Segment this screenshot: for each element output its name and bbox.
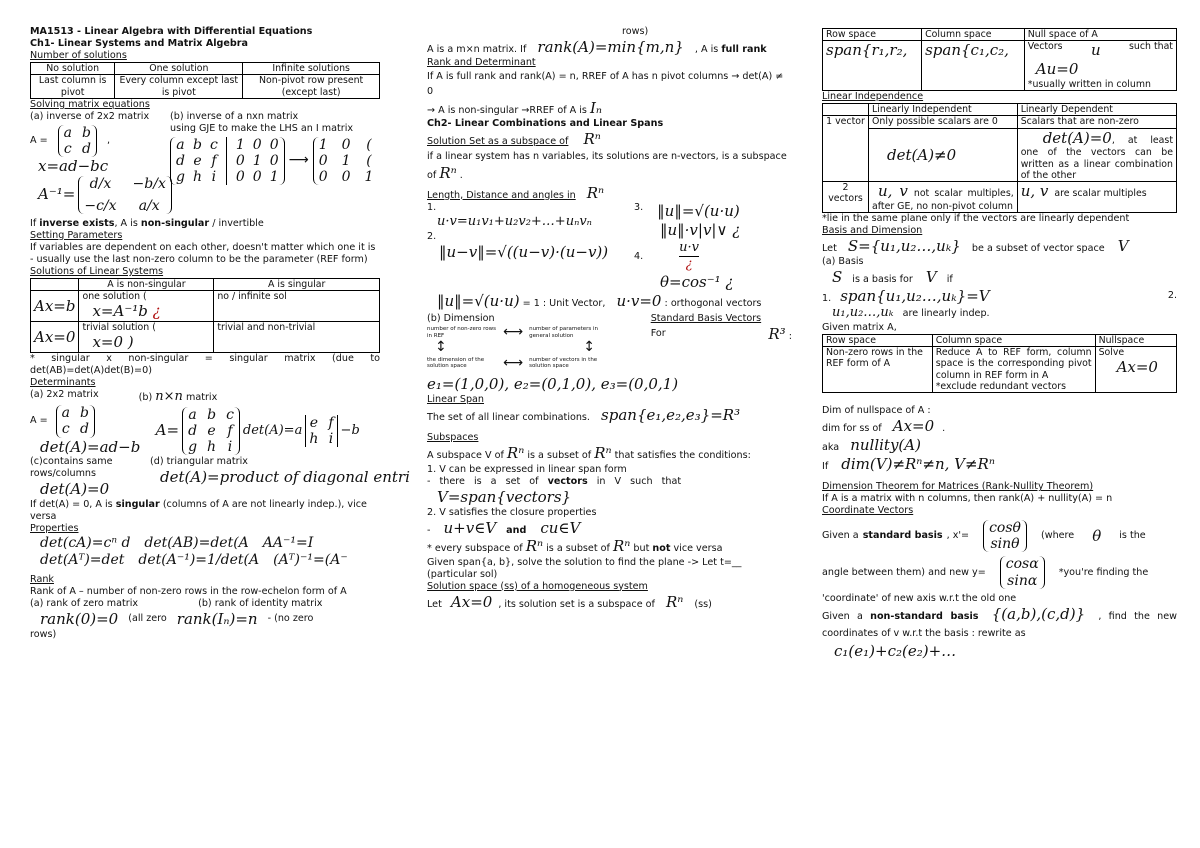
row-col-null-table-2 bbox=[822, 334, 1177, 393]
table-header: Null space of A bbox=[1024, 29, 1176, 41]
inverse-section bbox=[30, 111, 380, 214]
aka-line: aka nullity(A) bbox=[822, 435, 921, 454]
matrix-entry: i bbox=[227, 438, 233, 455]
property-formula: det(Aᵀ)=det bbox=[40, 552, 125, 569]
matrix-entry: −b/x bbox=[132, 175, 166, 192]
gje-augmented-matrix bbox=[170, 137, 285, 185]
solutions-linear-table bbox=[30, 278, 380, 353]
table-header: Row space bbox=[823, 29, 922, 41]
table-header: Column space bbox=[932, 334, 1095, 346]
length-section bbox=[427, 202, 792, 292]
matrix-entry: h bbox=[207, 438, 217, 455]
matrix-entry: 0 bbox=[252, 136, 262, 153]
property-formula: (Aᵀ)⁻¹=(A⁻ bbox=[273, 552, 348, 569]
rank-det-1: If A is full rank and rank(A) = n, RREF of A has n pivot columns → det(A) ≠ 0 bbox=[427, 70, 784, 98]
table-cell: Scalars that are non-zero bbox=[1017, 116, 1176, 128]
subspace-definition: A subspace V of Rⁿ is a subset of Rⁿ that satisfies the conditions: bbox=[427, 444, 751, 463]
property-formula: det(AB)=det(A bbox=[144, 534, 249, 551]
matrix-entry: g bbox=[188, 438, 198, 455]
table-cell: span{r₁,r₂, bbox=[823, 41, 922, 91]
given-span-note: Given span{a, b}, solve the solution to find the plane -> Let t=__ (particular sol) bbox=[427, 556, 742, 580]
table-header: Linearly Dependent bbox=[1017, 104, 1176, 116]
basis-cond-2: u₁,u₂…,uₖ are linearly indep. bbox=[832, 305, 990, 321]
dim-ss-line: dim for ss of Ax=0 . bbox=[822, 417, 946, 436]
column-1 bbox=[30, 26, 410, 641]
inverse-nxn-sub: using GJE to make the LHS an I matrix bbox=[170, 122, 354, 134]
table-cell: Ax=b bbox=[31, 291, 79, 322]
matrix-entry: 1 bbox=[269, 168, 279, 185]
matrix-entry: a bbox=[63, 124, 73, 141]
table-cell: u, v not scalar multiples, after GE, no non-pivot column bbox=[869, 182, 1018, 213]
table-cell: Last column is pivot bbox=[31, 75, 115, 99]
det-zero-formula: det(A)=0 bbox=[40, 480, 110, 499]
solutions-linear-heading: Solutions of Linear Systems bbox=[30, 265, 164, 277]
table-cell: trivial and non-trivial bbox=[214, 322, 380, 353]
matrix-entry: h bbox=[192, 168, 202, 185]
det-2x2-label: (a) 2x2 matrix bbox=[30, 389, 99, 401]
a-equals: A = bbox=[30, 134, 48, 146]
matrix-entry: −c/x bbox=[84, 197, 117, 214]
rank-zero-label: (a) rank of zero matrix bbox=[30, 597, 139, 609]
inverse-nxn-label: (b) inverse of a nxn matrix bbox=[170, 110, 299, 122]
vertical-arrow-icon: ↕ bbox=[583, 339, 595, 356]
coordinate-note: 'coordinate' of new axis w.r.t the old one bbox=[822, 592, 1017, 604]
matrix-entry: 0 bbox=[341, 168, 351, 185]
doc-title: MA1513 - Linear Algebra with Differential Equations bbox=[30, 26, 313, 37]
table-header: Infinite solutions bbox=[243, 62, 380, 74]
matrix-entry: ( bbox=[366, 136, 372, 153]
row-col-null-table bbox=[822, 28, 1177, 91]
matrix-entry: e bbox=[193, 152, 202, 169]
solset-heading: Solution Set as a subspace of Rⁿ bbox=[427, 130, 601, 149]
table-cell: no / infinite sol bbox=[214, 291, 380, 322]
properties-row-2 bbox=[40, 552, 380, 570]
singular-note: * singular x non-singular = singular matrix (due to det(AB)=det(A)det(B)=0) bbox=[30, 353, 380, 377]
linear-independence-heading: Linear Independence bbox=[822, 91, 924, 103]
dimension-diagram bbox=[427, 325, 611, 340]
det-triangular-label: (d) triangular matrix bbox=[150, 456, 248, 468]
standard-basis-heading: Standard Basis Vectors bbox=[650, 312, 762, 324]
rows-continued: rows) bbox=[622, 26, 649, 37]
given-matrix: Given matrix A, bbox=[822, 321, 897, 333]
x-formula: x=ad−bc bbox=[38, 156, 109, 175]
closure-line: - u+v∈V and cu∈V bbox=[427, 518, 581, 537]
matrix-entry: c bbox=[61, 421, 70, 438]
item-number: 2. bbox=[427, 230, 437, 242]
column-vector: cosα sinα bbox=[1000, 556, 1045, 588]
norm-formula: ‖u‖=√(u·u) bbox=[657, 202, 740, 221]
unit-orthogonal-line: ‖u‖=√(u·u) = 1 : Unit Vector, u·v=0 : orthogonal vectors bbox=[437, 292, 762, 311]
table-cell: Ax=0 bbox=[31, 322, 79, 353]
matrix-2x2 bbox=[58, 125, 97, 157]
table-header: A is singular bbox=[214, 278, 380, 290]
linear-span-line: The set of all linear combinations. span{e₁,e₂,e₃}=R³ bbox=[427, 405, 741, 424]
distance-formula: ‖u−v‖=√((u−v)·(u−v)) bbox=[439, 242, 609, 261]
non-standard-basis-line: Given a non-standard basis {(a,b),(c,d)} , find the new coordinates of v w.r.t the basis : rewrite as bbox=[822, 604, 1177, 639]
matrix-entry: 0 bbox=[252, 168, 262, 185]
matrix-entry: h bbox=[309, 430, 319, 447]
non-standard-formula: c₁(e₁)+c₂(e₂)+… bbox=[834, 642, 957, 661]
properties-row-1 bbox=[40, 535, 380, 553]
rank-det-heading: Rank and Determinant bbox=[427, 56, 536, 68]
basis-condition: S is a basis for V if bbox=[832, 267, 953, 286]
dimension-label: (b) Dimension bbox=[427, 312, 495, 324]
table-header: A is non-singular bbox=[79, 278, 214, 290]
matrix-entry: d bbox=[80, 421, 89, 438]
matrix-entry: d bbox=[82, 140, 91, 157]
det-expansion-rest: −b bbox=[340, 422, 360, 438]
rank-identity-formula: rank(Iₙ)=n bbox=[176, 609, 258, 628]
angle-formula: θ=cos⁻¹ ¿ bbox=[660, 273, 734, 292]
column-vector: cosθ sinθ bbox=[983, 520, 1027, 552]
if-dim-line: If dim(V)≠Rⁿ≠n, V≠Rⁿ bbox=[822, 454, 995, 473]
solving-heading: Solving matrix equations bbox=[30, 98, 150, 110]
double-arrow-icon: ⟷ bbox=[503, 323, 524, 340]
matrix-entry: f bbox=[227, 422, 233, 439]
linear-independence-table bbox=[822, 103, 1177, 213]
basis-label: (a) Basis bbox=[822, 255, 864, 267]
table-cell: u, v are scalar multiples bbox=[1017, 182, 1176, 213]
matrix-entry: f bbox=[328, 414, 334, 431]
table-cell: 1 vector bbox=[823, 116, 869, 182]
basis-cond-1: 1. span{u₁,u₂…,uₖ}=V bbox=[822, 286, 990, 305]
a-equals: A= bbox=[155, 421, 180, 440]
property-formula: det(cA)=cⁿ d bbox=[40, 534, 131, 551]
num-solutions-table bbox=[30, 62, 380, 99]
rank-definition: Rank of A – number of non-zero rows in the row-echelon form of A bbox=[30, 585, 347, 597]
table-header bbox=[823, 104, 869, 116]
fraction: u·v ¿ bbox=[679, 239, 700, 273]
matrix-entry: a bbox=[61, 405, 71, 422]
table-cell: Reduce A to REF form, column space is the corresponding pivot column in REF form in A *exclude redundant vectors bbox=[932, 346, 1095, 392]
matrix-entry: c bbox=[63, 140, 72, 157]
dim-nullspace: Dim of nullspace of A : bbox=[822, 405, 931, 417]
diagram-box: number of non-zero rows in REF bbox=[427, 326, 496, 339]
gje-result-matrix bbox=[313, 137, 379, 185]
num-solutions-heading: Number of solutions bbox=[30, 49, 127, 61]
rank-det-2: → A is non-singular →RREF of A is Iₙ bbox=[427, 99, 603, 118]
singular-line: If det(A) = 0, A is singular (columns of A are not linearly indep.), vice versa bbox=[30, 499, 367, 522]
matrix-3x3 bbox=[182, 407, 240, 455]
matrix-entry: e bbox=[207, 422, 216, 439]
table-header: One solution bbox=[115, 62, 243, 74]
item-number: 3. bbox=[634, 202, 644, 214]
det-2x2-formula: det(A)=ad−b bbox=[40, 437, 141, 456]
matrix-entry: 0 bbox=[318, 168, 328, 185]
table-header: Linearly Independent bbox=[869, 104, 1018, 116]
solution-space-heading: Solution space (ss) of a homogeneous system bbox=[427, 580, 648, 592]
table-cell: Non-pivot row present (except last) bbox=[243, 75, 380, 99]
det-expansion: det(A)=a bbox=[242, 422, 303, 438]
matrix-entry: d bbox=[188, 422, 198, 439]
matrix-entry: b bbox=[82, 124, 91, 141]
matrix-entry: b bbox=[80, 405, 89, 422]
table-cell: Solve Ax=0 bbox=[1095, 346, 1176, 392]
matrix-entry: c bbox=[226, 406, 234, 423]
rank-identity-note: - (no zero bbox=[267, 613, 314, 625]
table-cell: det(A)≠0 bbox=[869, 128, 1018, 182]
for-label: For bbox=[650, 328, 666, 340]
inverse-2x2-label: (a) inverse of 2x2 matrix bbox=[30, 110, 150, 122]
chapter-2-heading: Ch2- Linear Combinations and Linear Spans bbox=[427, 118, 664, 130]
column-2: rows) A is a m×n matrix. If rank(A)=min{m,n} , A is full rank Rank and Determinant If A is full rank and rank(A) = n, RREF of A has n pivot columns → det(A) ≠ 0 → A is non-singular →RREF of A is Iₙ Ch2- Linear Combinations and Linear Spans Solution Set as a subspace of Rⁿ if a linear system has n variables, its solutions are n-vectors, is a subspace of Rⁿ . Length, Distance and angles in Rⁿ 1. u·v=u₁v₁+u₂v₂+…+uₙvₙ 2. ‖u−v‖=√((u−v)·(u−v)) 3. ‖u‖=√(u·u) ‖u‖·v|v|∨ ¿ 4. u·v ¿ θ=cos⁻¹ ¿ ‖u‖=√(u·u) = 1 : Unit Vector, u·v=0 : orthogonal vectors (b) Dimension number of non-zero rows in REF ⟷ number of parameters in general solution ↕ ↕ the dimension of the solution space ⟷ number of vectors in the solution space Standard Basis Vectors For R³ : e₁=(1,0,0), e₂=(0,1,0), e₃=(0,0,1) Linear Span The set of all linear combinations. span{e₁,e₂,e₃}=R³ Subspaces A subspace V of Rⁿ is a subset of Rⁿ that satisfies the conditions: 1. V can be expressed in linear span form - there is a set of vectors in V such that V=span{vectors} 2. V satisfies the closure properties - u+v∈V and cu∈V * every subspace of Rⁿ is a subset of Rⁿ but not vice versa Given span{a, b}, solve the solution to find the plane -> Let t=__ (particular sol) Solution space (ss) of a homogeneous system Let Ax=0 , its solution set is a subspace of Rⁿ (ss) bbox=[427, 26, 792, 611]
basis-dimension-heading: Basis and Dimension bbox=[822, 225, 923, 237]
matrix-entry: g bbox=[176, 168, 185, 185]
matrix-entry: ( bbox=[366, 152, 372, 169]
matrix-entry: 0 bbox=[341, 136, 351, 153]
length-heading: Length, Distance and angles in Rⁿ bbox=[427, 183, 605, 202]
det-triangular-formula: det(A)=product of diagonal entri bbox=[160, 468, 410, 487]
minor-matrix bbox=[305, 415, 337, 447]
table-cell: one solution ( x=A⁻¹b ¿ bbox=[79, 291, 214, 322]
a-equals: A = bbox=[30, 415, 48, 427]
matrix-entry: d/x bbox=[89, 175, 112, 192]
item-number: 4. bbox=[634, 250, 644, 262]
right-arrow-icon: ⟶ bbox=[288, 152, 309, 169]
matrix-entry: 0 bbox=[269, 152, 279, 169]
linear-span-heading: Linear Span bbox=[427, 393, 485, 405]
matrix-entry: 1 bbox=[341, 152, 351, 169]
matrix-entry: 1 bbox=[318, 136, 328, 153]
matrix-entry: i bbox=[211, 168, 217, 185]
matrix-entry: 1 bbox=[364, 168, 374, 185]
matrix-entry: 1 bbox=[235, 136, 245, 153]
subspace-condition-1b: - there is a set of vectors in V such that bbox=[427, 475, 682, 487]
matrix-2x2 bbox=[56, 405, 95, 437]
rank-heading: Rank bbox=[30, 573, 54, 585]
chapter-1-heading: Ch1- Linear Systems and Matrix Algebra bbox=[30, 37, 248, 49]
full-rank-line: A is a m×n matrix. If rank(A)=min{m,n} , A is full rank bbox=[427, 37, 767, 56]
cauchy-schwarz-formula: ‖u‖·v|v|∨ ¿ bbox=[660, 221, 741, 240]
matrix-entry: 0 bbox=[318, 152, 328, 169]
span-vectors-formula: V=span{vectors} bbox=[437, 487, 572, 506]
a-inverse-label: A⁻¹= bbox=[38, 185, 76, 204]
det-same-rows-label: (c)contains same rows/columns bbox=[30, 456, 113, 480]
subspaces-heading: Subspaces bbox=[427, 432, 479, 444]
matrix-entry: d bbox=[176, 152, 185, 169]
rank-zero-formula: rank(0)=0 bbox=[40, 609, 119, 628]
column-3 bbox=[822, 28, 1177, 661]
matrix-entry: e bbox=[309, 414, 318, 431]
dot-product-formula: u·v=u₁v₁+u₂v₂+…+uₙvₙ bbox=[437, 214, 592, 230]
matrix-entry: a bbox=[188, 406, 197, 423]
standard-basis-vectors: e₁=(1,0,0), e₂=(0,1,0), e₃=(0,0,1) bbox=[427, 374, 679, 393]
rank-zero-note: (all zero bbox=[128, 613, 167, 625]
angle-line: angle between them) and new y= cosα sinα *you're finding the bbox=[822, 556, 1149, 589]
standard-basis-line: Given a standard basis , x'= cosθ sinθ (where θ is the bbox=[822, 520, 1146, 553]
diagram-box: the dimension of the solution space bbox=[427, 357, 485, 370]
dimension-theorem-heading: Dimension Theorem for Matrices (Rank-Nullity Theorem) bbox=[822, 481, 1094, 493]
matrix-entry: c bbox=[210, 136, 218, 153]
inverse-exists-note: If inverse exists, A is non-singular / invertible bbox=[30, 217, 264, 229]
diagram-box: number of vectors in the solution space bbox=[529, 357, 598, 370]
rank-identity-label: (b) rank of identity matrix bbox=[198, 597, 323, 609]
matrix-entry: a/x bbox=[138, 197, 160, 214]
same-plane-note: *lie in the same plane only if the vectors are linearly dependent bbox=[822, 213, 1130, 225]
subspace-condition-2: 2. V satisfies the closure properties bbox=[427, 506, 597, 518]
matrix-entry: f bbox=[211, 152, 217, 169]
dimension-theorem-text: If A is a matrix with n columns, then rank(A) + nullity(A) = n bbox=[822, 493, 1113, 505]
properties-heading: Properties bbox=[30, 522, 79, 534]
table-cell: span{c₁,c₂, bbox=[922, 41, 1025, 91]
table-cell: Vectors u such that Au=0 *usually written in column bbox=[1024, 41, 1176, 91]
solution-space-line: Let Ax=0 , its solution set is a subspace of Rⁿ (ss) bbox=[427, 592, 712, 611]
setting-params-1: If variables are dependent on each other, doesn't matter which one it is bbox=[30, 241, 376, 253]
table-header: Nullspace bbox=[1095, 334, 1176, 346]
table-cell: Non-zero rows in the REF form of A bbox=[823, 346, 933, 392]
table-cell: Every column except last is pivot bbox=[115, 75, 243, 99]
item-number: 1. bbox=[427, 202, 437, 214]
det-section bbox=[30, 405, 380, 456]
property-formula: det(A⁻¹)=1/det(A bbox=[138, 552, 260, 569]
table-cell: det(A)=0, at least one of the vectors can be written as a linear combination of the other bbox=[1017, 128, 1176, 182]
rank-rows-note: rows) bbox=[30, 628, 57, 640]
matrix-entry: b bbox=[193, 136, 202, 153]
inverse-2x2: (a) inverse of 2x2 matrix A = a b c d , x=ad−bc A⁻¹= d/x −b/x −c/x a/x bbox=[30, 111, 156, 214]
table-header: Column space bbox=[922, 29, 1025, 41]
item-number: 2. bbox=[1167, 290, 1177, 302]
table-cell: 2 vectors bbox=[823, 182, 869, 213]
subspace-condition-1: 1. V can be expressed in linear span form bbox=[427, 463, 627, 475]
coordinate-vectors-heading: Coordinate Vectors bbox=[822, 505, 914, 517]
vertical-arrow-icon: ↕ bbox=[435, 339, 447, 356]
setting-params-heading: Setting Parameters bbox=[30, 229, 123, 241]
matrix-entry: i bbox=[328, 430, 334, 447]
inverse-matrix bbox=[78, 176, 172, 214]
every-subspace-note: * every subspace of Rⁿ is a subset of Rⁿ but not vice versa bbox=[427, 537, 723, 556]
matrix-entry: 0 bbox=[235, 152, 245, 169]
double-arrow-icon: ⟷ bbox=[503, 354, 524, 371]
matrix-entry: 0 bbox=[235, 168, 245, 185]
table-header: Row space bbox=[823, 334, 933, 346]
det-nxn-label: (b) n×n matrix bbox=[138, 389, 218, 405]
table-header: No solution bbox=[31, 62, 115, 74]
matrix-entry: b bbox=[207, 406, 217, 423]
table-cell: Only possible scalars are 0 bbox=[869, 116, 1018, 128]
property-formula: AA⁻¹=I bbox=[262, 534, 314, 551]
setting-params-2: - usually use the last non-zero column to be the parameter (REF form) bbox=[30, 253, 368, 265]
basis-dimension-let: Let S={u₁,u₂…,uₖ} be a subset of vector space V bbox=[822, 237, 1129, 256]
matrix-entry: 1 bbox=[252, 152, 262, 169]
solset-text: if a linear system has n variables, its solutions are n-vectors, is a subspace of Rⁿ . bbox=[427, 150, 787, 183]
matrix-entry: 0 bbox=[269, 136, 279, 153]
diagram-box: number of parameters in general solution bbox=[529, 326, 599, 339]
inverse-nxn bbox=[170, 111, 380, 185]
determinants-heading: Determinants bbox=[30, 377, 96, 389]
matrix-entry: a bbox=[176, 136, 185, 153]
table-cell: trivial solution ( x=0 ) bbox=[79, 322, 214, 353]
